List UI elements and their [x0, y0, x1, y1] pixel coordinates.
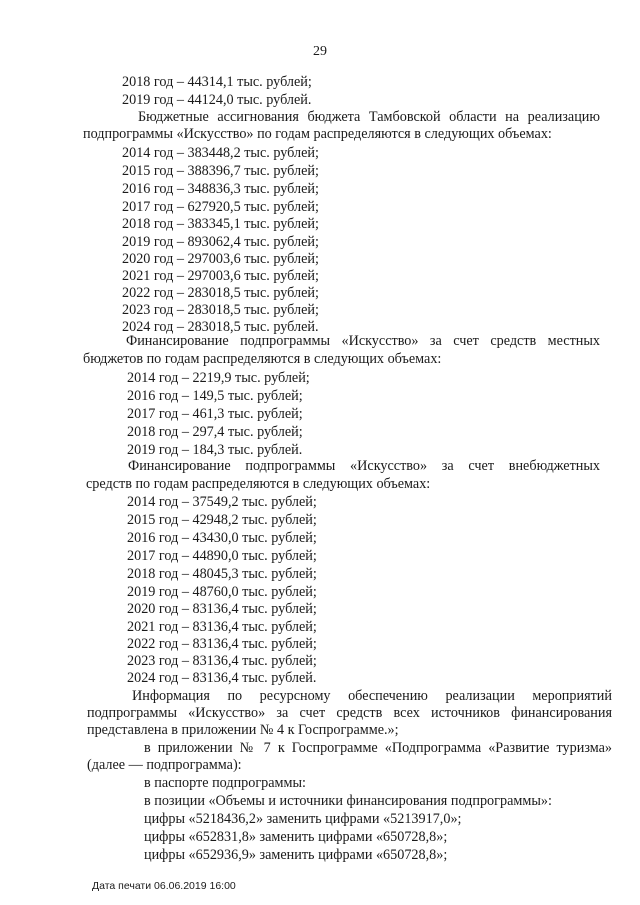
page-number: 29 — [313, 44, 327, 59]
text-line: 2014 год – 37549,2 тыс. рублей; — [127, 494, 317, 510]
text-line: 2019 год – 893062,4 тыс. рублей; — [122, 234, 319, 250]
text-line: цифры «652936,9» заменить цифрами «650728,8»; — [144, 847, 448, 863]
text-line: 2018 год – 297,4 тыс. рублей; — [127, 424, 303, 440]
text-line: 2019 год – 184,3 тыс. рублей. — [127, 442, 303, 458]
text-line: подпрограммы «Искусство» за счет средств всех источников финансирования — [87, 705, 612, 721]
text-line: 2020 год – 83136,4 тыс. рублей; — [127, 601, 317, 617]
text-line: 2020 год – 297003,6 тыс. рублей; — [122, 251, 319, 267]
text-line: 2023 год – 283018,5 тыс. рублей; — [122, 302, 319, 318]
text-line: в позиции «Объемы и источники финансирования подпрограммы»: — [144, 793, 552, 809]
text-line: 2018 год – 48045,3 тыс. рублей; — [127, 566, 317, 582]
text-line: 2015 год – 42948,2 тыс. рублей; — [127, 512, 317, 528]
text-line: цифры «5218436,2» заменить цифрами «5213917,0»; — [144, 811, 462, 827]
text-line: 2017 год – 461,3 тыс. рублей; — [127, 406, 303, 422]
text-line: в паспорте подпрограммы: — [144, 775, 306, 791]
text-line: 2016 год – 149,5 тыс. рублей; — [127, 388, 303, 404]
text-line: (далее — подпрограмма): — [87, 757, 242, 773]
text-line: 2017 год – 44890,0 тыс. рублей; — [127, 548, 317, 564]
text-line: 2016 год – 348836,3 тыс. рублей; — [122, 181, 319, 197]
text-line: 2015 год – 388396,7 тыс. рублей; — [122, 163, 319, 179]
text-line: Бюджетные ассигнования бюджета Тамбовской области на реализацию — [138, 109, 600, 125]
text-line: Информация по ресурсному обеспечению реализации мероприятий — [132, 688, 612, 704]
text-line: Финансирование подпрограммы «Искусство» за счет внебюджетных — [128, 458, 600, 474]
text-line: Финансирование подпрограммы «Искусство» за счет средств местных — [126, 333, 600, 349]
text-line: 2021 год – 297003,6 тыс. рублей; — [122, 268, 319, 284]
text-line: 2014 год – 2219,9 тыс. рублей; — [127, 370, 310, 386]
text-line: 2022 год – 283018,5 тыс. рублей; — [122, 285, 319, 301]
text-line: 2014 год – 383448,2 тыс. рублей; — [122, 145, 319, 161]
text-line: 2018 год – 383345,1 тыс. рублей; — [122, 216, 319, 232]
text-line: подпрограммы «Искусство» по годам распределяются в следующих объемах: — [83, 126, 552, 142]
text-line: 2024 год – 83136,4 тыс. рублей. — [127, 670, 317, 686]
text-line: в приложении № 7 к Госпрограмме «Подпрограмма «Развитие туризма» — [144, 740, 612, 756]
print-date-footer: Дата печати 06.06.2019 16:00 — [92, 880, 236, 892]
text-line: 2024 год – 283018,5 тыс. рублей. — [122, 319, 319, 335]
text-line: 2017 год – 627920,5 тыс. рублей; — [122, 199, 319, 215]
text-line: цифры «652831,8» заменить цифрами «650728,8»; — [144, 829, 448, 845]
text-line: 2019 год – 44124,0 тыс. рублей. — [122, 92, 312, 108]
text-line: 2019 год – 48760,0 тыс. рублей; — [127, 584, 317, 600]
text-line: средств по годам распределяются в следующих объемах: — [86, 476, 431, 492]
text-line: 2021 год – 83136,4 тыс. рублей; — [127, 619, 317, 635]
text-line: представлена в приложении № 4 к Госпрограмме.»; — [87, 722, 399, 738]
text-line: 2016 год – 43430,0 тыс. рублей; — [127, 530, 317, 546]
text-line: бюджетов по годам распределяются в следующих объемах: — [83, 351, 442, 367]
text-line: 2018 год – 44314,1 тыс. рублей; — [122, 74, 312, 90]
text-line: 2023 год – 83136,4 тыс. рублей; — [127, 653, 317, 669]
text-line: 2022 год – 83136,4 тыс. рублей; — [127, 636, 317, 652]
